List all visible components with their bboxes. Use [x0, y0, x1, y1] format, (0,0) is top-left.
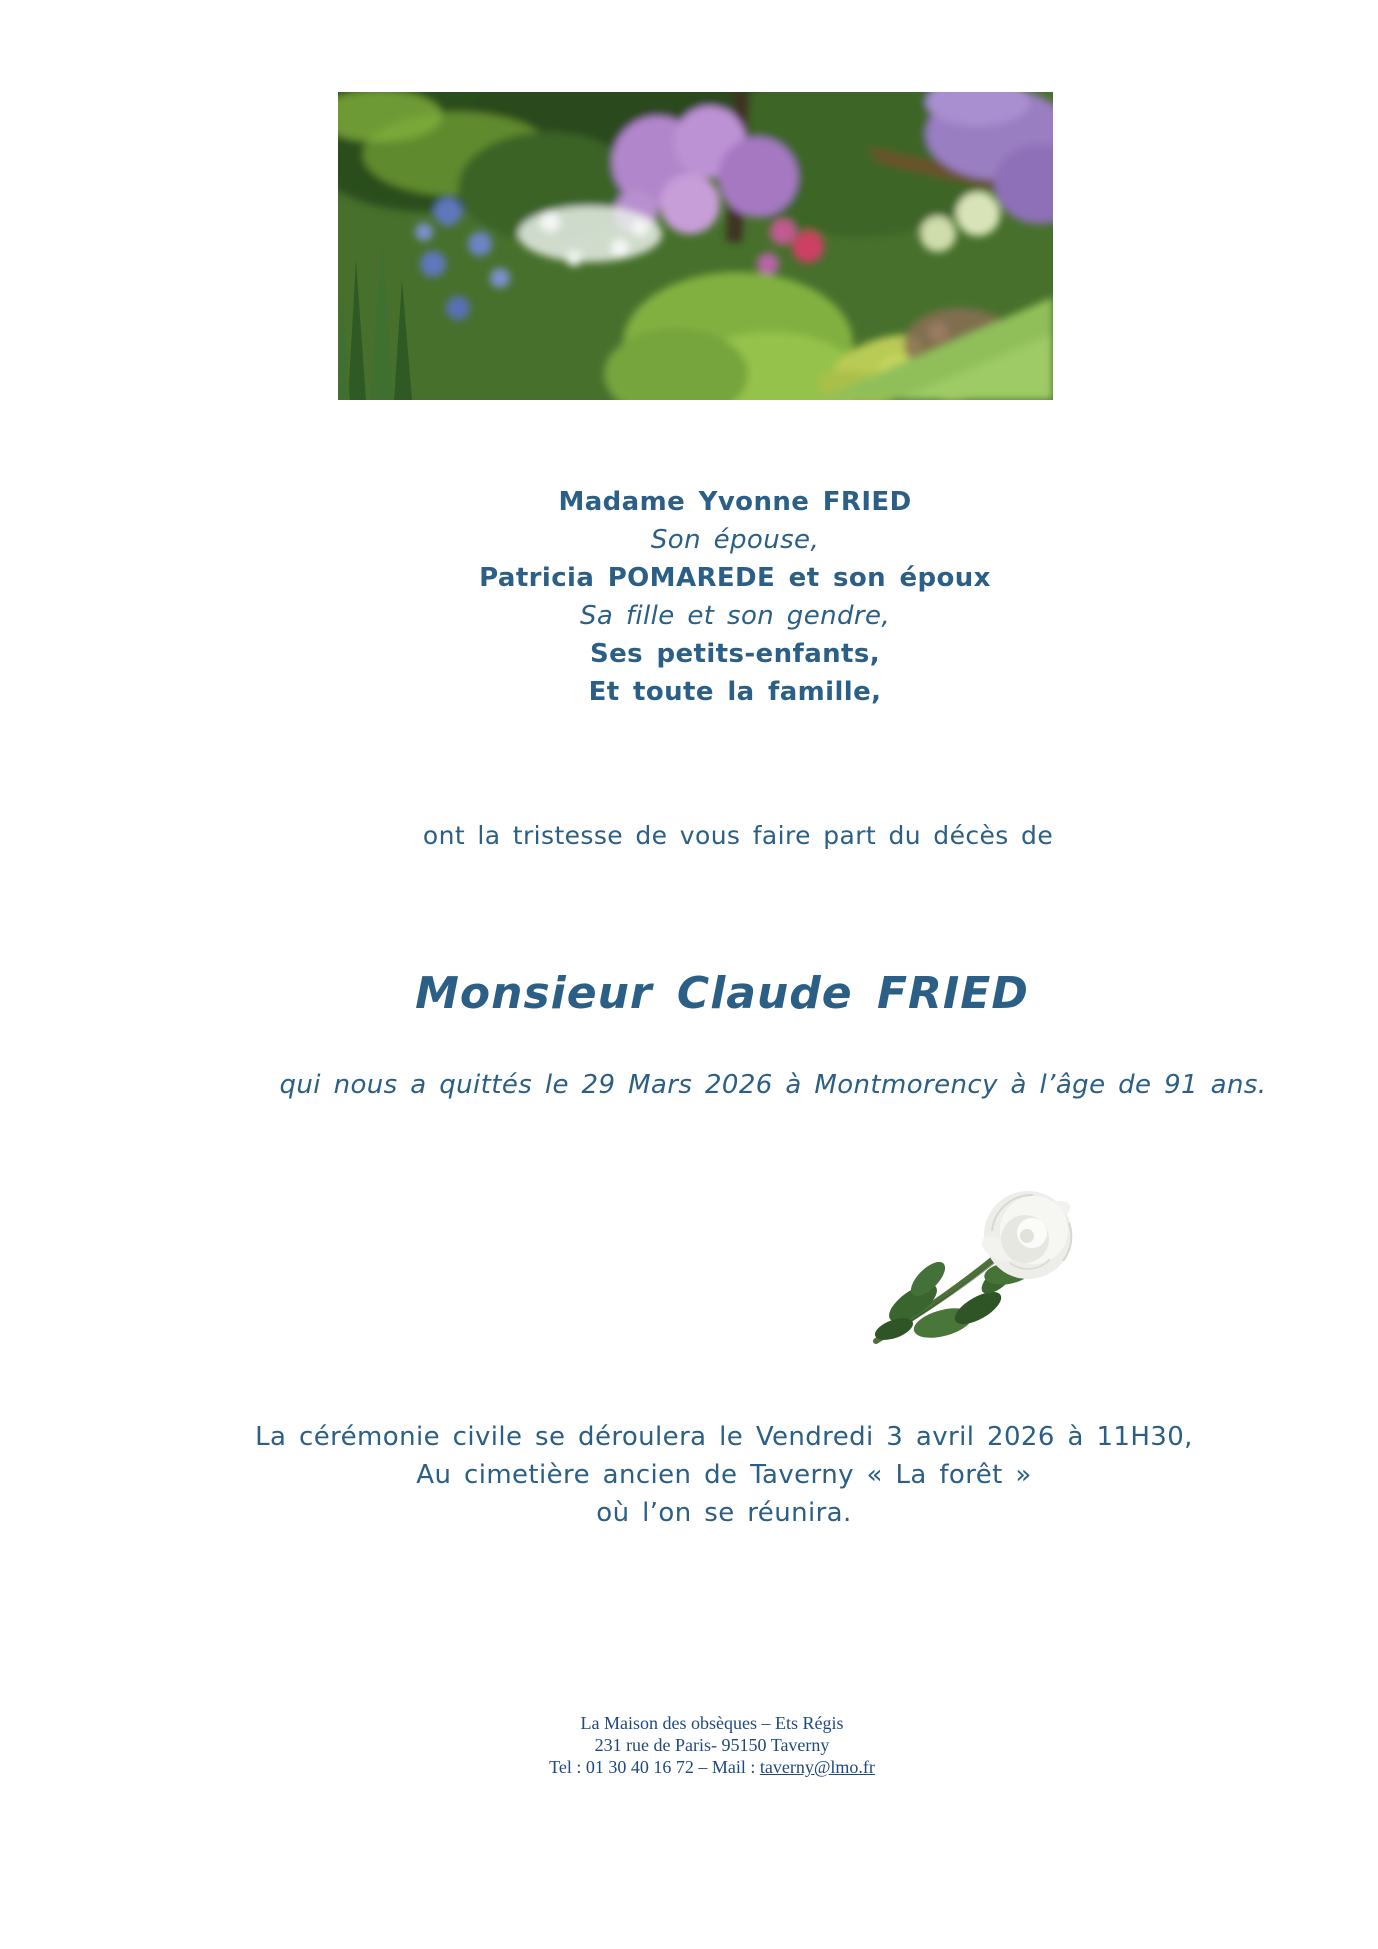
ceremony-line-place: Au cimetière ancien de Taverny « La forêt » — [416, 1460, 1032, 1490]
family-line-whole-family: Et toute la famille, — [588, 677, 882, 707]
company-name: La Maison des obsèques – Ets Régis — [580, 1713, 844, 1733]
white-rose-image — [858, 1183, 1090, 1365]
family-announcement — [92, 483, 1378, 711]
ceremony-details — [70, 1418, 1378, 1532]
garden-photo — [338, 92, 1053, 400]
deceased-name-title: Monsieur Claude FRIED — [415, 968, 1029, 1019]
email-link[interactable]: taverny@lmo.fr — [759, 1757, 875, 1777]
family-line-wife-relation: Son épouse, — [650, 525, 820, 555]
family-line-wife-name: Madame Yvonne FRIED — [558, 487, 912, 517]
company-address: 231 rue de Paris- 95150 Taverny — [594, 1735, 830, 1755]
contact-line — [46, 1756, 1378, 1778]
family-line-daughter-name: Patricia POMAREDE et son époux — [479, 563, 991, 593]
death-details-line: qui nous a quittés le 29 Mars 2026 à Montmorency à l’âge de 91 ans. — [279, 1070, 1267, 1100]
family-line-grandchildren: Ses petits-enfants, — [589, 639, 881, 669]
intro-line: ont la tristesse de vous faire part du décès de — [422, 821, 1054, 850]
ceremony-line-gathering: où l’on se réunira. — [596, 1498, 852, 1528]
contact-prefix: Tel : 01 30 40 16 72 – Mail : — [549, 1757, 760, 1777]
ceremony-line-date: La cérémonie civile se déroulera le Vendredi 3 avril 2026 à 11H30, — [255, 1422, 1193, 1452]
funeral-home-footer — [46, 1712, 1378, 1778]
family-line-daughter-relation: Sa fille et son gendre, — [579, 601, 891, 631]
